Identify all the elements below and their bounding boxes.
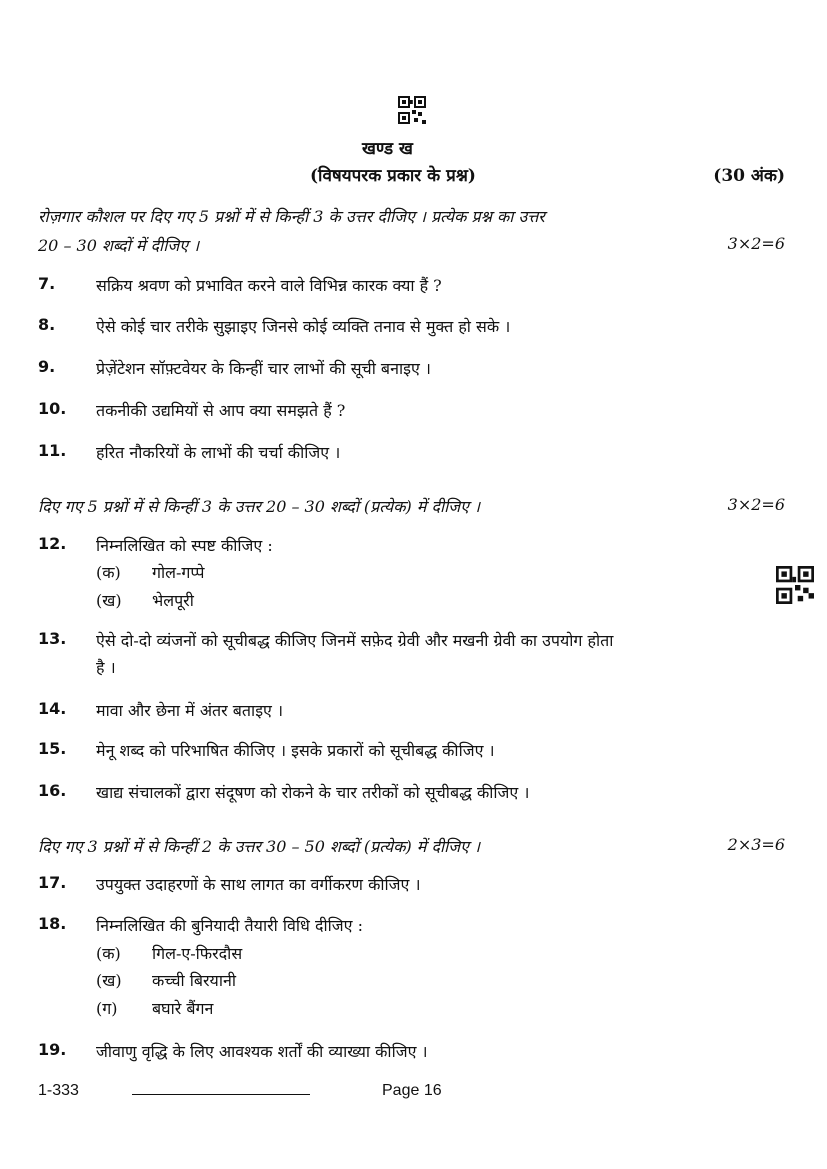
question-number: 13. (38, 629, 67, 648)
option-text: गोल-गप्पे (152, 563, 205, 582)
question-number: 19. (38, 1040, 67, 1059)
question-text: मेनू शब्द को परिभाषित कीजिए । इसके प्रकारों को सूचीबद्ध कीजिए । (96, 741, 495, 760)
section-subtitle: (विषयपरक प्रकार के प्रश्न) (310, 166, 476, 186)
question-text: उपयुक्त उदाहरणों के साथ लागत का वर्गीकरण कीजिए । (96, 875, 421, 894)
question-text-line1: ऐसे दो-दो व्यंजनों को सूचीबद्ध कीजिए जिनमें सफ़ेद ग्रेवी और मखनी ग्रेवी का उपयोग होता (96, 631, 614, 650)
option-text: भेलपूरी (152, 591, 194, 610)
question-text: खाद्य संचालकों द्वारा संदूषण को रोकने के चार तरीकों को सूचीबद्ध कीजिए । (96, 783, 530, 802)
question-text: प्रेज़ेंटेशन सॉफ़्टवेयर के किन्हीं चार लाभों की सूची बनाइए । (96, 359, 431, 378)
question-number: 15. (38, 739, 67, 758)
footer-divider (132, 1094, 310, 1095)
question-text: निम्नलिखित की बुनियादी तैयारी विधि दीजिए : (96, 916, 363, 935)
question-text: निम्नलिखित को स्पष्ट कीजिए : (96, 536, 273, 555)
part1-instruction-line1: रोज़गार कौशल पर दिए गए 5 प्रश्नों में से किन्हीं 3 के उत्तर दीजिए । प्रत्येक प्रश्न का उत्तर (38, 207, 545, 226)
option-label: (ग) (96, 999, 118, 1018)
part2-instruction: दिए गए 5 प्रश्नों में से किन्हीं 3 के उत्तर 20 – 30 शब्दों (प्रत्येक) में दीजिए । (38, 497, 481, 516)
option-label: (ख) (96, 971, 122, 990)
page-number: Page 16 (382, 1082, 442, 1099)
question-number: 14. (38, 699, 67, 718)
question-number: 17. (38, 873, 67, 892)
question-number: 7. (38, 274, 56, 293)
option-label: (क) (96, 563, 121, 582)
section-title: खण्ड ख (362, 139, 413, 159)
part3-marks: 2×3=6 (727, 835, 785, 854)
option-text: कच्ची बिरयानी (152, 971, 236, 990)
question-text: सक्रिय श्रवण को प्रभावित करने वाले विभिन्न कारक क्या हैं ? (96, 276, 442, 295)
question-text: जीवाणु वृद्धि के लिए आवश्यक शर्तों की व्याख्या कीजिए । (96, 1042, 428, 1061)
total-marks: (30 अंक) (713, 166, 785, 186)
part2-marks: 3×2=6 (727, 495, 785, 514)
question-text: मावा और छेना में अंतर बताइए । (96, 701, 284, 720)
question-text: तकनीकी उद्यमियों से आप क्या समझते हैं ? (96, 401, 346, 420)
option-text: गिल-ए-फिरदौस (152, 944, 243, 963)
question-number: 9. (38, 357, 56, 376)
question-number: 16. (38, 781, 67, 800)
question-number: 8. (38, 315, 56, 334)
question-text-line2: है । (96, 658, 116, 677)
option-text: बघारे बैंगन (152, 999, 214, 1018)
part3-instruction: दिए गए 3 प्रश्नों में से किन्हीं 2 के उत्तर 30 – 50 शब्दों (प्रत्येक) में दीजिए । (38, 837, 481, 856)
part1-marks: 3×2=6 (727, 234, 785, 253)
question-number: 11. (38, 441, 67, 460)
question-text: ऐसे कोई चार तरीके सुझाइए जिनसे कोई व्यक्ति तनाव से मुक्त हो सके । (96, 317, 511, 336)
question-number: 18. (38, 914, 67, 933)
option-label: (ख) (96, 591, 122, 610)
option-label: (क) (96, 944, 121, 963)
qr-code-icon (398, 96, 426, 124)
question-number: 10. (38, 399, 67, 418)
question-number: 12. (38, 534, 67, 553)
side-qr-code-icon (776, 566, 814, 604)
question-text: हरित नौकरियों के लाभों की चर्चा कीजिए । (96, 443, 341, 462)
paper-code: 1-333 (38, 1082, 79, 1099)
part1-instruction-line2: 20 – 30 शब्दों में दीजिए । (38, 236, 200, 255)
